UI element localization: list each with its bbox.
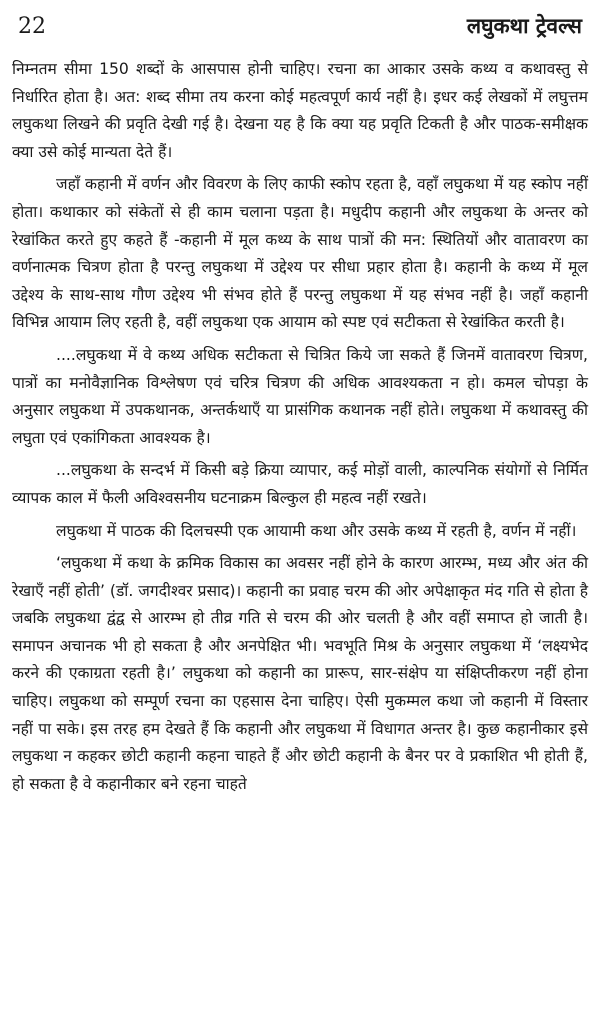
paragraph-1: निम्नतम सीमा 150 शब्दों के आसपास होनी चाहिए। रचना का आकार उसके कथ्य व कथावस्तु से निर्धारित होता है। अत: शब्द सीमा तय करना कोई महत्वपूर्ण कार्य नहीं है। इधर कई लेखकों में लघुत्तम लघुकथा लिखने की प्रवृति देखी गई है। देखना यह है कि क्या यह प्रवृति टिकती है और पाठक-समीक्षक क्या उसे कोई मान्यता देते हैं। (12, 60, 588, 161)
body-text (12, 56, 588, 798)
page-number: 22 (18, 14, 46, 39)
page-header (12, 10, 588, 50)
paragraph-6: ‘लघुकथा में कथा के क्रमिक विकास का अवसर नहीं होने के कारण आरम्भ, मध्य और अंत की रेखाएँ नहीं होती’ (डॉ. जगदीश्वर प्रसाद)। कहानी का प्रवाह चरम की ओर अपेक्षाकृत मंद गति से होता है जबकि लघुकथा द्वंद्व से आरम्भ हो तीव्र गति से चरम की ओर चलती है और वहीं समाप्त हो जाती है। समापन अचानक भी हो सकता है और अनपेक्षित भी। भवभूति मिश्र के अनुसार लघुकथा में ‘लक्ष्यभेद करने की एकाग्रता रहती है।’ लघुकथा को कहानी का प्रारूप, सार-संक्षेप या संक्षिप्तीकरण नहीं होना चाहिए। लघुकथा को सम्पूर्ण रचना का एहसास देना चाहिए। ऐसी मुकम्मल कथा जो कहानी में विस्तार नहीं पा सके। इस तरह हम देखते हैं कि कहानी और लघुकथा में विधागत अन्तर है। कुछ कहानीकार इसे लघुकथा न कहकर छोटी कहानी कहना चाहते हैं और छोटी कहानी के बैनर पर वे प्रकाशित भी होती हैं, हो सकता है वे कहानीकार बने रहना चाहते (12, 554, 589, 793)
paragraph-3: ....लघुकथा में वे कथ्य अधिक सटीकता से चित्रित किये जा सकते हैं जिनमें वातावरण चित्रण, पात्रों का मनोवैज्ञानिक विश्लेषण एवं चरित्र चित्रण की अधिक आवश्यकता न हो। कमल चोपड़ा के अनुसार लघुकथा में उपकथानक, अन्तर्कथाएँ या प्रासंगिक कथानक नहीं होते। लघुकथा में कथावस्तु की लघुता एवं एकांगिकता आवश्यक है। (12, 345, 588, 447)
paragraph-2: जहाँ कहानी में वर्णन और विवरण के लिए काफी स्कोप रहता है, वहाँ लघुकथा में यह स्कोप नहीं होता। कथाकार को संकेतों से ही काम चलाना पड़ता है। मधुदीप कहानी और लघुकथा के अन्तर को रेखांकित करते हुए कहते हैं -कहानी में मूल कथ्य के साथ पात्रों की मन: स्थितियों और वातावरण का वर्णनात्मक चित्रण होता है परन्तु लघुकथा में उद्देश्य पर सीधा प्रहार होता है। कहानी के कथ्य में मूल उद्देश्य के साथ-साथ गौण उद्देश्य भी संभव होते हैं परन्तु लघुकथा में यह संभव नहीं है। जहाँ कहानी विभिन्न आयाम लिए रहती है, वहीं लघुकथा एक आयाम को स्पष्ट एवं सटीकता से रेखांकित करती है। (12, 175, 588, 332)
paragraph-5: लघुकथा में पाठक की दिलचस्पी एक आयामी कथा और उसके कथ्य में रहती है, वर्णन में नहीं। (56, 521, 577, 540)
running-title: लघुकथा ट्रेवल्स (466, 14, 582, 38)
paragraph-4: ...लघुकथा के सन्दर्भ में किसी बड़े क्रिया व्यापार, कई मोड़ों वाली, काल्पनिक संयोगों से निर्मित व्यापक काल में फैली अविश्वसनीय घटनाक्रम बिल्कुल ही महत्व नहीं रखते। (12, 461, 588, 507)
